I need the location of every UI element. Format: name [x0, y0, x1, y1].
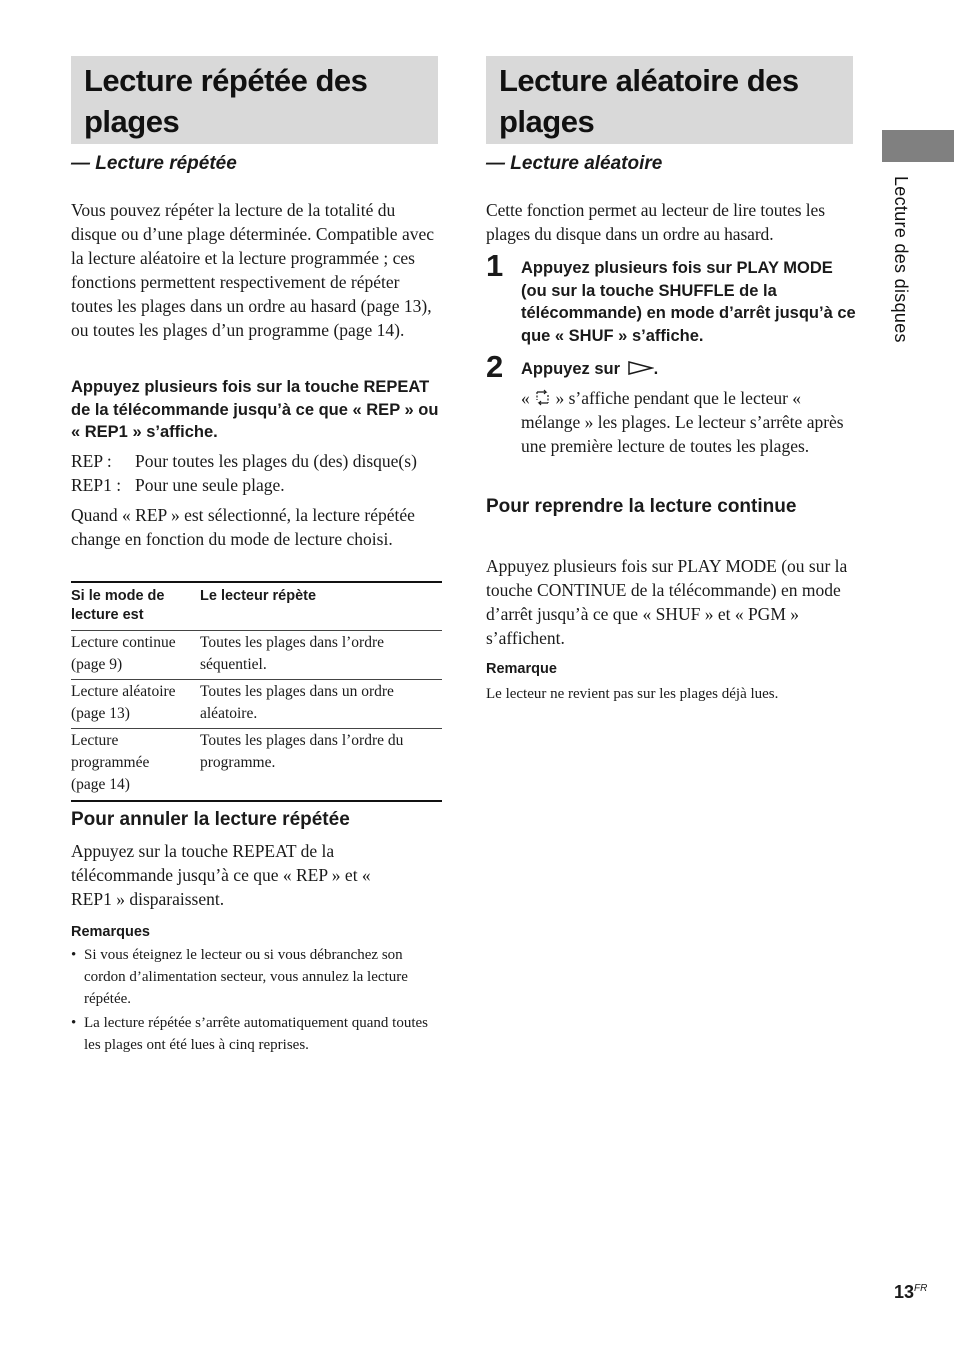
step-number-2: 2: [486, 349, 504, 384]
step-2-label: Appuyez sur: [521, 360, 621, 378]
left-notes-list: [71, 944, 441, 1056]
sidebar-tab: [882, 130, 954, 162]
left-subtitle: — Lecture répétée: [71, 153, 237, 174]
table-cell: Lecture programmée (page 14): [71, 729, 200, 802]
repeat-table-wrapper: [71, 581, 442, 802]
left-title-box: [71, 56, 438, 144]
table-cell: Lecture continue (page 9): [71, 631, 200, 680]
repeat-mode-rep1: [71, 473, 446, 497]
right-title-box: [486, 56, 853, 144]
left-title-line1: Lecture répétée des: [84, 63, 368, 98]
repeat-mode-rep: [71, 449, 446, 473]
repeat-mode-table: [71, 581, 442, 802]
note-text: Si vous éteignez le lecteur ou si vous débranchez son cordon d’alimentation secteur, vous annulez la lecture répétée.: [84, 947, 408, 1007]
step-2-text: [521, 358, 856, 381]
table-cell: Lecture aléatoire (page 13): [71, 680, 200, 729]
right-note-heading: Remarque: [486, 661, 557, 677]
play-icon: [628, 359, 654, 373]
left-notes-heading: Remarques: [71, 924, 150, 940]
repeat-modes-list: [71, 449, 446, 497]
repeat-mode-desc: Pour une seule plage.: [135, 475, 285, 495]
table-row: [71, 680, 442, 729]
rep-note-paragraph: Quand « REP » est sélectionné, la lecture répétée change en fonction du mode de lecture choisi.: [71, 505, 415, 549]
left-intro-paragraph: Vous pouvez répéter la lecture de la totalité du disque ou d’une plage déterminée. Compatible avec la lecture aléatoire et la lecture programmée ; ces fonctions permettent respectivement de répéter toutes les plages dans un ordre au hasard (page 13), ou toutes les plages d’un programme (page 14).: [71, 200, 434, 340]
page-number: [894, 1282, 927, 1303]
quote-open: «: [521, 388, 535, 408]
left-title-line2: plages: [84, 104, 180, 139]
table-header-row: [71, 582, 442, 631]
left-instruction: Appuyez plusieurs fois sur la touche REPEAT de la télécommande jusqu’à ce que « REP » ou « REP1 » s’affiche.: [71, 378, 439, 441]
right-subtitle: — Lecture aléatoire: [486, 153, 663, 174]
table-cell: Toutes les plages dans l’ordre du programme.: [200, 729, 442, 802]
resume-paragraph: Appuyez plusieurs fois sur PLAY MODE (ou sur la touche CONTINUE de la télécommande) en mode d’arrêt jusqu’à ce que « SHUF » et « PGM » s’affichent.: [486, 556, 848, 648]
repeat-mode-key: REP1 :: [71, 475, 122, 495]
right-note-text: Le lecteur ne revient pas sur les plages déjà lues.: [486, 686, 779, 702]
right-intro-paragraph: Cette fonction permet au lecteur de lire toutes les plages du disque dans un ordre au hasard.: [486, 200, 825, 244]
table-cell: Toutes les plages dans un ordre aléatoire.: [200, 680, 442, 729]
note-text: La lecture répétée s’arrête automatiquement quand toutes les plages ont été lues à cinq reprises.: [84, 1015, 429, 1053]
sidebar-section-label: Lecture des disques: [891, 176, 911, 343]
right-title-line2: plages: [499, 104, 595, 139]
step-2-detail: [521, 386, 856, 458]
right-title-line1: Lecture aléatoire des: [499, 63, 799, 98]
step-2-period: .: [653, 360, 659, 378]
table-row: [71, 631, 442, 680]
cancel-paragraph: Appuyez sur la touche REPEAT de la télécommande jusqu’à ce que « REP » et « REP1 » disparaissent.: [71, 841, 371, 909]
page-number-suffix: FR: [914, 1283, 928, 1294]
note-item: [71, 944, 441, 1010]
repeat-mode-key: REP :: [71, 451, 112, 471]
repeat-mode-desc: Pour toutes les plages du (des) disque(s): [135, 451, 417, 471]
step-number-1: 1: [486, 248, 504, 283]
cancel-heading: Pour annuler la lecture répétée: [71, 809, 350, 830]
bullet-icon: •: [71, 1015, 77, 1031]
table-row: [71, 729, 442, 802]
table-header-cell: Si le mode de lecture est: [71, 582, 200, 631]
resume-heading: Pour reprendre la lecture continue: [486, 496, 797, 517]
page-number-value: 13: [894, 1282, 915, 1302]
step-1-text: Appuyez plusieurs fois sur PLAY MODE (ou sur la touche SHUFFLE de la télécommande) en mode d’arrêt jusqu’à ce que « SHUF » s’affiche.: [521, 259, 856, 345]
shuffle-icon: [534, 388, 551, 405]
bullet-icon: •: [71, 947, 77, 963]
table-header-cell: Le lecteur répète: [200, 582, 442, 631]
note-item: [71, 1012, 441, 1056]
step-2-detail-text: » s’affiche pendant que le lecteur « mélange » les plages. Le lecteur s’arrête après une première lecture de toutes les plages.: [521, 388, 844, 456]
table-cell: Toutes les plages dans l’ordre séquentiel.: [200, 631, 442, 680]
